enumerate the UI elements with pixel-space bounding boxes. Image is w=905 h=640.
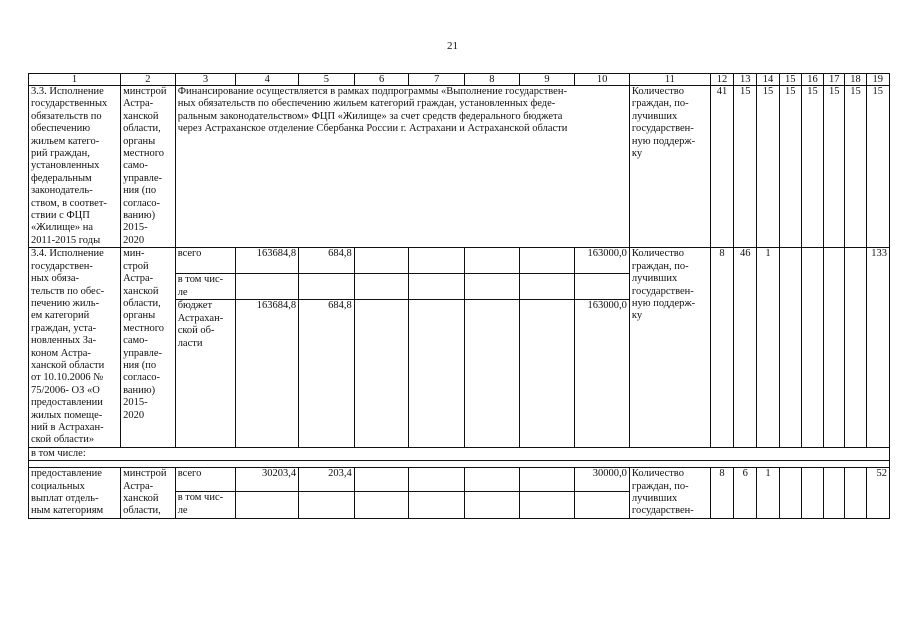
value-cell bbox=[824, 248, 845, 448]
amount-cell bbox=[465, 492, 520, 518]
funding-source: в том чис- ле bbox=[175, 492, 236, 518]
amount-cell bbox=[409, 468, 465, 492]
value-cell bbox=[845, 248, 866, 448]
amount-cell bbox=[299, 492, 355, 518]
program-table bbox=[28, 73, 890, 519]
amount-cell bbox=[354, 274, 409, 300]
value-cell: 46 bbox=[734, 248, 757, 448]
header-cell: 6 bbox=[354, 74, 409, 86]
page-number: 21 bbox=[447, 40, 458, 52]
amount-cell bbox=[236, 492, 299, 518]
amount-cell bbox=[575, 492, 630, 518]
amount-cell bbox=[465, 274, 520, 300]
measure-name: 3.3. Исполнение государственных обязательств по обеспечению жильем катего- рий граждан, установленных федеральным законодатель- ством, в соответ- ствии с ФЦП «Жилище» на 2011-2015 годы bbox=[29, 86, 121, 248]
value-cell bbox=[779, 248, 801, 448]
indicator: Количество граждан, по- лучивших государствен- bbox=[629, 468, 710, 519]
funding-source: всего bbox=[175, 248, 236, 274]
funding-source: в том чис- ле bbox=[175, 274, 236, 300]
header-cell: 17 bbox=[824, 74, 845, 86]
value-cell: 15 bbox=[734, 86, 757, 248]
value-cell: 15 bbox=[845, 86, 866, 248]
header-cell: 8 bbox=[465, 74, 520, 86]
financing-note: Финансирование осуществляется в рамках подпрограммы «Выполнение государствен- ных обязательств по обеспечению жильем категорий граждан, установленных феде- ральным законодательством» ФЦП «Жилище» за счет средств федерального бюджета через Астраханское отделение Сбербанка России г. Астрахани и Астраханской области bbox=[175, 86, 629, 248]
amount-cell bbox=[236, 274, 299, 300]
amount-cell bbox=[519, 300, 575, 448]
amount-cell: 30203,4 bbox=[236, 468, 299, 492]
header-cell: 3 bbox=[175, 74, 236, 86]
amount-cell bbox=[575, 274, 630, 300]
header-cell: 13 bbox=[734, 74, 757, 86]
subsection-label: в том числе: bbox=[29, 447, 890, 460]
table-row bbox=[29, 468, 890, 492]
header-cell: 9 bbox=[519, 74, 575, 86]
amount-cell bbox=[354, 492, 409, 518]
amount-cell: 684,8 bbox=[299, 300, 355, 448]
amount-cell bbox=[465, 248, 520, 274]
table-row bbox=[29, 447, 890, 460]
value-cell: 41 bbox=[710, 86, 733, 248]
funding-source: всего bbox=[175, 468, 236, 492]
measure-name: предоставление социальных выплат отдель- ным категориям bbox=[29, 468, 121, 519]
amount-cell bbox=[299, 274, 355, 300]
amount-cell bbox=[409, 248, 465, 274]
amount-cell bbox=[409, 492, 465, 518]
value-cell: 8 bbox=[710, 248, 733, 448]
header-cell: 1 bbox=[29, 74, 121, 86]
spacer-cell bbox=[29, 461, 890, 468]
value-cell: 15 bbox=[757, 86, 779, 248]
amount-cell: 163684,8 bbox=[236, 300, 299, 448]
amount-cell bbox=[409, 300, 465, 448]
value-cell bbox=[801, 248, 823, 448]
amount-cell bbox=[354, 248, 409, 274]
value-cell: 15 bbox=[824, 86, 845, 248]
value-cell: 8 bbox=[710, 468, 733, 519]
value-cell bbox=[845, 468, 866, 519]
header-cell: 2 bbox=[121, 74, 176, 86]
header-cell: 18 bbox=[845, 74, 866, 86]
amount-cell bbox=[519, 492, 575, 518]
header-cell: 19 bbox=[866, 74, 889, 86]
executor: минстрой Астра- ханской области, bbox=[121, 468, 176, 519]
header-cell: 11 bbox=[629, 74, 710, 86]
amount-cell bbox=[519, 468, 575, 492]
amount-cell: 163000,0 bbox=[575, 248, 630, 274]
executor: минстрой Астра- ханской области, органы местного само- управле- ния (по согласо- ванию) 2015- 2020 bbox=[121, 86, 176, 248]
amount-cell bbox=[519, 274, 575, 300]
header-cell: 5 bbox=[299, 74, 355, 86]
value-cell: 1 bbox=[757, 248, 779, 448]
amount-cell bbox=[465, 300, 520, 448]
header-row bbox=[29, 74, 890, 86]
amount-cell bbox=[354, 468, 409, 492]
header-cell: 16 bbox=[801, 74, 823, 86]
value-cell: 15 bbox=[801, 86, 823, 248]
funding-source: бюджет Астрахан- ской об- ласти bbox=[175, 300, 236, 448]
amount-cell: 163000,0 bbox=[575, 300, 630, 448]
indicator: Количество граждан, по- лучивших государствен- ную поддерж- ку bbox=[629, 86, 710, 248]
indicator: Количество граждан, по- лучивших государствен- ную поддерж- ку bbox=[629, 248, 710, 448]
value-cell: 6 bbox=[734, 468, 757, 519]
spacer-row bbox=[29, 461, 890, 468]
value-cell: 15 bbox=[866, 86, 889, 248]
header-cell: 4 bbox=[236, 74, 299, 86]
header-cell: 15 bbox=[779, 74, 801, 86]
amount-cell bbox=[519, 248, 575, 274]
value-cell bbox=[779, 468, 801, 519]
value-cell bbox=[801, 468, 823, 519]
header-cell: 14 bbox=[757, 74, 779, 86]
amount-cell bbox=[465, 468, 520, 492]
table-row bbox=[29, 248, 890, 274]
amount-cell bbox=[409, 274, 465, 300]
value-cell: 1 bbox=[757, 468, 779, 519]
header-cell: 12 bbox=[710, 74, 733, 86]
amount-cell: 203,4 bbox=[299, 468, 355, 492]
amount-cell bbox=[354, 300, 409, 448]
value-cell: 133 bbox=[866, 248, 889, 448]
amount-cell: 30000,0 bbox=[575, 468, 630, 492]
value-cell: 15 bbox=[779, 86, 801, 248]
amount-cell: 163684,8 bbox=[236, 248, 299, 274]
value-cell: 52 bbox=[866, 468, 889, 519]
measure-name: 3.4. Исполнение государствен- ных обяза- тельств по обес- печению жиль- ем категорий граждан, уста- новленных За- коном Астра- ханской области от 10.10.2006 № 75/2006- ОЗ «О предоставлении жилых помеще- ний в Астрахан- ской области» bbox=[29, 248, 121, 448]
table-row bbox=[29, 86, 890, 248]
value-cell bbox=[824, 468, 845, 519]
executor: мин- строй Астра- ханской области, органы местного само- управле- ния (по согласо- ванию) 2015- 2020 bbox=[121, 248, 176, 448]
amount-cell: 684,8 bbox=[299, 248, 355, 274]
header-cell: 7 bbox=[409, 74, 465, 86]
header-cell: 10 bbox=[575, 74, 630, 86]
